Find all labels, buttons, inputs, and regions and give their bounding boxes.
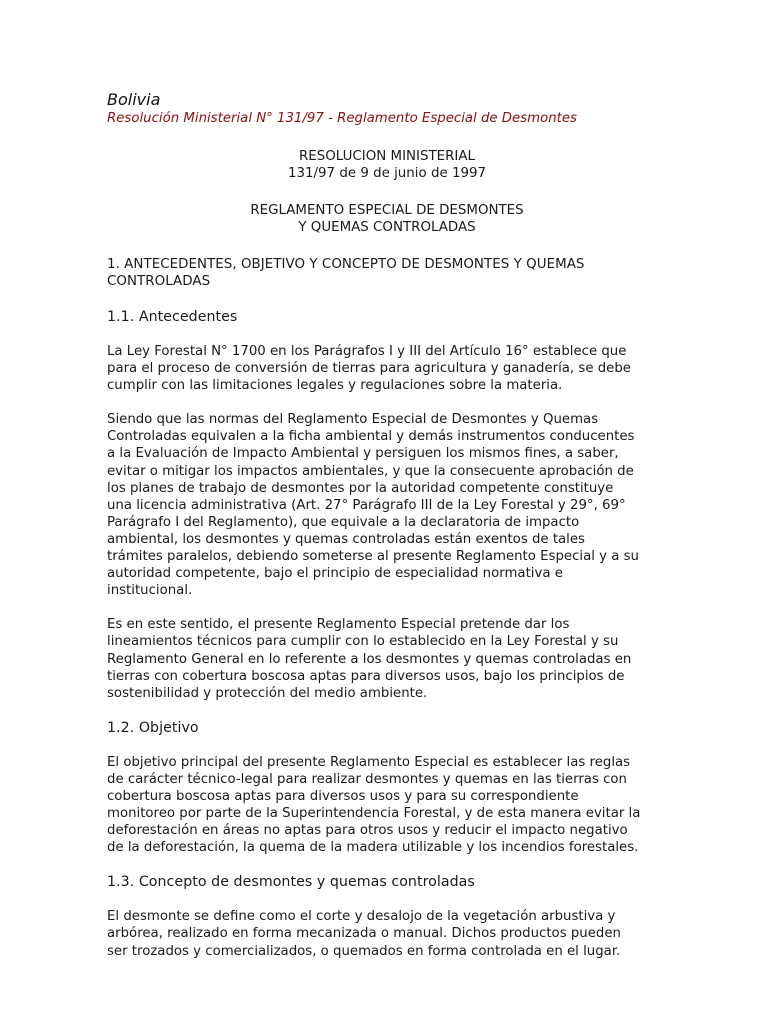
section-1-heading-line-1: 1. ANTECEDENTES, OBJETIVO Y CONCEPTO DE DESMONTES Y QUEMAS: [107, 257, 585, 272]
section-1-1-heading: 1.1. Antecedentes: [107, 309, 238, 325]
section-1-1-paragraph-2: Siendo que las normas del Reglamento Especial de Desmontes y Quemas Controladas equivalen a la ficha ambiental y demás instrumentos conducentes a la Evaluación de Impacto Ambiental y persiguen los mismos fines, a saber, evitar o mitigar los impactos ambientales, y que la consecuente aprobación de los planes de trabajo de desmontes por la autoridad competente constituye una licencia administrativa (Art. 27° Parágrafo III de la Ley Forestal y 29°, 69° Parágrafo I del Reglamento), que equivale a la declaratoria de impacto ambiental, los desmontes y quemas controladas están exentos de tales trámites paralelos, debiendo someterse al presente Reglamento Especial y a su autoridad competente, bajo el principio de especialidad normativa e institucional.: [107, 412, 639, 599]
document-subtitle: Resolución Ministerial N° 131/97 - Reglamento Especial de Desmontes: [107, 111, 577, 126]
regulation-title-line-2: Y QUEMAS CONTROLADAS: [298, 220, 476, 235]
section-1-3-paragraph-1: El desmonte se define como el corte y desalojo de la vegetación arbustiva y arbórea, realizado en forma mecanizada o manual. Dichos productos pueden ser trozados y comercializados, o quemados en forma controlada en el lugar.: [107, 909, 621, 959]
section-1-heading-line-2: CONTROLADAS: [107, 274, 211, 289]
regulation-title-line-1: REGLAMENTO ESPECIAL DE DESMONTES: [250, 203, 524, 218]
section-1-1-paragraph-1: La Ley Forestal N° 1700 en los Parágrafos I y III del Artículo 16° establece que para el proceso de conversión de tierras para agricultura y ganadería, se debe cumplir con las limitaciones legales y regulaciones sobre la materia.: [107, 344, 631, 394]
resolution-number-date: 131/97 de 9 de junio de 1997: [287, 166, 487, 181]
document-page: [107, 90, 667, 960]
section-1-heading: [107, 256, 667, 290]
country-title: Bolivia: [107, 90, 161, 109]
section-1-2-paragraph-1: El objetivo principal del presente Reglamento Especial es establecer las reglas de carácter técnico-legal para realizar desmontes y quemas en las tierras con cobertura boscosa aptas para diversos usos y para su correspondiente monitoreo por parte de la Superintendencia Forestal, y de esta manera evitar la deforestación en áreas no aptas para otros usos y reducir el impacto negativo de la deforestación, la quema de la madera utilizable y los incendios forestales.: [107, 754, 641, 856]
resolution-title: RESOLUCION MINISTERIAL: [299, 149, 475, 164]
section-1-3-heading: 1.3. Concepto de desmontes y quemas controladas: [107, 874, 475, 891]
section-1-1-paragraph-3: Es en este sentido, el presente Reglamento Especial pretende dar los lineamientos técnicos para cumplir con lo establecido en la Ley Forestal y su Reglamento General en lo referente a los desmontes y quemas controladas en tierras con cobertura boscosa aptas para diversos usos, bajo los principios de sostenibilidad y protección del medio ambiente.: [107, 617, 632, 701]
section-1-2-heading: 1.2. Objetivo: [107, 719, 199, 736]
